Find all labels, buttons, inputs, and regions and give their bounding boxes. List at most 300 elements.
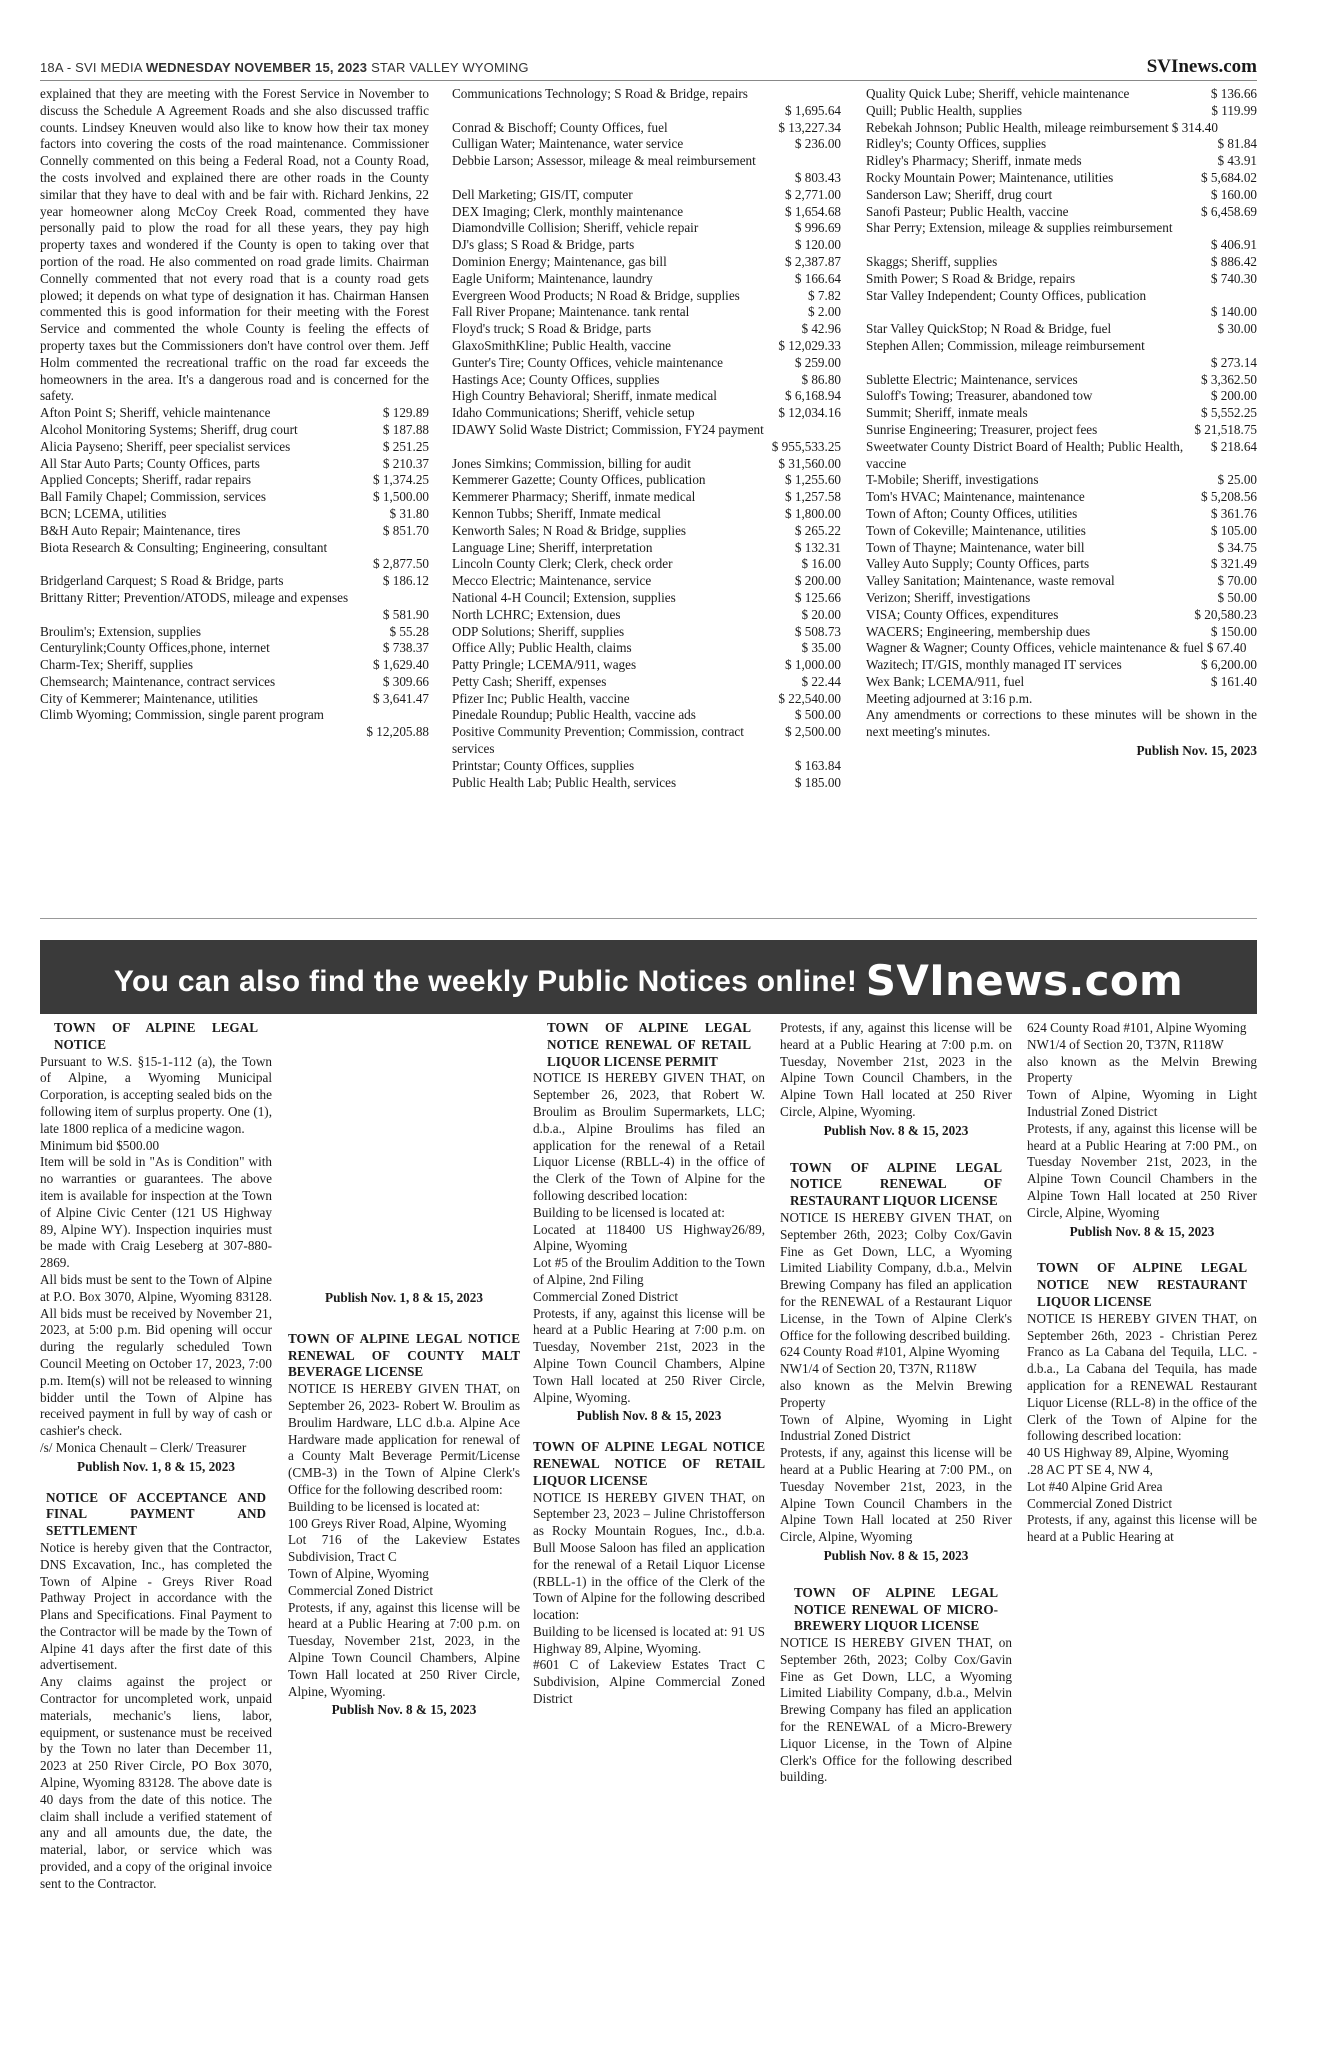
- claim-entry: [452, 338, 841, 355]
- claim-payee: Ridley's Pharmacy; Sheriff, inmate meds: [866, 153, 1082, 169]
- claim-amount: $ 120.00: [794, 237, 841, 253]
- publisher: SVI MEDIA: [75, 60, 142, 75]
- claim-amount: $ 406.91: [1210, 237, 1257, 253]
- notices-column-5: [1027, 1020, 1257, 1546]
- claim-entry: [40, 456, 429, 473]
- claim-amount: $ 166.64: [794, 270, 841, 286]
- claim-entry: [40, 674, 429, 691]
- notice-title: TOWN OF ALPINE LEGAL NOTICE: [54, 1020, 258, 1052]
- claim-amount: $ 3,641.47: [372, 690, 429, 706]
- claim-amount: $ 86.80: [801, 371, 841, 387]
- claim-amount: $ 125.66: [794, 589, 841, 605]
- claim-amount: $ 6,168.94: [784, 388, 841, 404]
- claim-amount: $ 42.96: [801, 321, 841, 337]
- claim-entry: [40, 422, 429, 439]
- claim-amount: $ 2,500.00: [784, 724, 841, 740]
- claim-payee: Rebekah Johnson; Public Health, mileage reimbursement $ 314.40: [866, 119, 1218, 135]
- claim-payee: Sweetwater County District Board of Health; Public Health, vaccine: [866, 438, 1184, 471]
- claim-payee: Bridgerland Carquest; S Road & Bridge, parts: [40, 573, 284, 589]
- claim-entry: [40, 405, 429, 422]
- claim-amount: $ 236.00: [794, 136, 841, 152]
- notice-paragraph: Pursuant to W.S. §15-1-112 (a), the Town of Alpine, a Wyoming Municipal Corporation, is accepting sealed bids on the following item of surplus property. One (1), late 1800 replica of a medicine wagon.: [40, 1053, 272, 1136]
- claim-amount: $ 1,257.58: [784, 489, 841, 505]
- claim-payee: Gunter's Tire; County Offices, vehicle maintenance: [452, 354, 723, 370]
- claim-entry: [40, 640, 429, 657]
- notice-paragraph: Protests, if any, against this license will be heard at a Public Hearing at 7:00 p.m. on Tuesday, November 21st, 2023 in the Alpine Town Council Chambers, in the Alpine Town Hall located at 250 River Circle, Alpine, Wyoming.: [780, 1020, 1012, 1119]
- meeting-adjourned: Meeting adjourned at 3:16 p.m.: [866, 690, 1033, 706]
- claim-entry: [452, 153, 841, 187]
- claim-payee: Pfizer Inc; Public Health, vaccine: [452, 690, 630, 706]
- claim-entry: [452, 254, 841, 271]
- claim-entry: [866, 103, 1257, 120]
- claim-payee: Star Valley QuickStop; N Road & Bridge, fuel: [866, 321, 1112, 337]
- claim-payee: Star Valley Independent; County Offices, publication: [866, 287, 1147, 303]
- notice-paragraph: Protests, if any, against this license will be heard at a Public Hearing at 7:00 PM., on Tuesday November 21st, 2023, in the Alpine Town Council Chambers in the Alpine Town Hall located at 250 River Circle, Alpine, Wyoming: [1027, 1120, 1257, 1220]
- claim-payee: Sublette Electric; Maintenance, services: [866, 371, 1078, 387]
- notice-paragraph: 624 County Road #101, Alpine Wyoming: [780, 1344, 1000, 1360]
- claim-payee: Printstar; County Offices, supplies: [452, 757, 635, 773]
- claim-payee: Verizon; Sheriff, investigations: [866, 589, 1031, 605]
- claim-payee: Broulim's; Extension, supplies: [40, 623, 201, 639]
- claim-amount: $ 129.89: [382, 405, 429, 421]
- claim-amount: $ 119.99: [1211, 102, 1257, 118]
- notice-paragraph: NOTICE IS HEREBY GIVEN THAT, on September 26, 2023, that Robert W. Broulim as Broulim Supermarkets, LLC; d.b.a., Alpine Broulims has filed an application for the renewal of a Retail Liquor License (RBLL-4) in the office of the Clerk of the Town of Alpine for the following described location:: [533, 1070, 765, 1203]
- claim-payee: Language Line; Sheriff, interpretation: [452, 539, 653, 555]
- claim-entry: [452, 590, 841, 607]
- claim-payee: All Star Auto Parts; County Offices, parts: [40, 455, 260, 471]
- claim-payee: Tom's HVAC; Maintenance, maintenance: [866, 489, 1085, 505]
- claim-entry: [452, 288, 841, 305]
- claim-payee: Town of Cokeville; Maintenance, utilities: [866, 522, 1086, 538]
- claim-amount: $ 13,227.34: [778, 119, 841, 135]
- claim-payee: Town of Afton; County Offices, utilities: [866, 505, 1078, 521]
- notice-paragraph: Building to be licensed is located at:: [533, 1204, 725, 1220]
- claim-payee: Pinedale Roundup; Public Health, vaccine ads: [452, 707, 696, 723]
- claim-amount: $ 31.80: [389, 505, 429, 521]
- claim-payee: North LCHRC; Extension, dues: [452, 606, 621, 622]
- claim-entry: [452, 523, 841, 540]
- notice-paragraph: also known as the Melvin Brewing Property: [780, 1377, 1012, 1410]
- claim-entry: [452, 674, 841, 691]
- claim-entry: [452, 724, 841, 758]
- claim-payee: VISA; County Offices, expenditures: [866, 606, 1059, 622]
- claim-payee: Rocky Mountain Power; Maintenance, utilities: [866, 169, 1114, 185]
- notice-publish-line: Publish Nov. 8 & 15, 2023: [1069, 1223, 1215, 1239]
- claim-entry: [40, 439, 429, 456]
- claim-amount: $ 140.00: [1210, 304, 1257, 320]
- claim-payee: Sanderson Law; Sheriff, drug court: [866, 186, 1053, 202]
- notice-paragraph: Lot #5 of the Broulim Addition to the Town of Alpine, 2nd Filing: [533, 1255, 765, 1287]
- claim-entry: [452, 388, 841, 405]
- claim-entry: [866, 422, 1257, 439]
- banner-message: You can also find the weekly Public Notices online!: [113, 965, 858, 998]
- claim-entry: [40, 489, 429, 506]
- notice-paragraph: Notice is hereby given that the Contractor, DNS Excavation, Inc., has completed the Town of Alpine - Greys River Road Pathway Project in accordance with the Plans and Specifications. Final Payment to the Contractor will be made by the Town of Alpine 41 days after the first date of this advertisement.: [40, 1539, 272, 1673]
- claim-entry: [866, 153, 1257, 170]
- claim-amount: $ 22.44: [801, 673, 841, 689]
- claim-payee: Fall River Propane; Maintenance. tank rental: [452, 304, 690, 320]
- notice-paragraph: Building to be licensed is located at:: [288, 1498, 480, 1514]
- notice-signature: /s/ Monica Chenault – Clerk/ Treasurer: [40, 1439, 247, 1455]
- claim-entry: [866, 489, 1257, 506]
- claim-amount: $ 886.42: [1210, 253, 1257, 269]
- claim-payee: Kemmerer Gazette; County Offices, publication: [452, 472, 706, 488]
- notice-paragraph: Protests, if any, against this license will be heard at a Public Hearing at 7:00 PM., on Tuesday November 21st, 2023, in the Alpine Town Council Chambers in the Alpine Town Hall located at 250 River Circle, Alpine, Wyoming: [780, 1445, 1012, 1545]
- claim-amount: $ 581.90: [382, 606, 429, 622]
- claim-entry: [452, 220, 841, 237]
- notice-publish-line: Publish Nov. 8 & 15, 2023: [823, 1122, 969, 1138]
- claim-payee: Summit; Sheriff, inmate meals: [866, 405, 1028, 421]
- section-divider: [40, 918, 1257, 919]
- claim-entry: [40, 540, 429, 574]
- claim-amount: $ 105.00: [1210, 522, 1257, 538]
- minutes-publish-line: Publish Nov. 15, 2023: [1136, 743, 1257, 759]
- claim-payee: Kemmerer Pharmacy; Sheriff, inmate medical: [452, 489, 696, 505]
- notice-title: TOWN OF ALPINE LEGAL NOTICE RENEWAL OF COUNTY MALT BEVERAGE LICENSE: [288, 1330, 520, 1380]
- claim-payee: Chemsearch; Maintenance, contract services: [40, 673, 276, 689]
- claim-entry: [866, 170, 1257, 187]
- notice-paragraph: Town of Alpine, Wyoming: [288, 1565, 429, 1581]
- claim-entry: [452, 624, 841, 641]
- claim-entry: [452, 136, 841, 153]
- notices-column-1: [40, 1020, 272, 1893]
- claim-payee: Patty Pringle; LCEMA/911, wages: [452, 657, 637, 673]
- claim-entry: [452, 707, 841, 724]
- claim-entry: [40, 523, 429, 540]
- claim-entry: [452, 120, 841, 137]
- public-notices-banner: [40, 940, 1257, 1014]
- claim-amount: $ 955,533.25: [771, 438, 841, 454]
- notice-publish-line: Publish Nov. 8 & 15, 2023: [823, 1547, 969, 1563]
- claim-entry: [866, 187, 1257, 204]
- notice-paragraph: .28 AC PT SE 4, NW 4,: [1027, 1461, 1153, 1477]
- claim-amount: $ 70.00: [1217, 573, 1257, 589]
- claim-entry: [452, 372, 841, 389]
- notice-paragraph: 100 Greys River Road, Alpine, Wyoming: [288, 1515, 507, 1531]
- notice-paragraph: NW1/4 of Section 20, T37N, R118W: [1027, 1036, 1224, 1052]
- claim-amount: $ 5,208.56: [1200, 489, 1257, 505]
- claim-payee: Communications Technology; S Road & Bridge, repairs: [452, 86, 748, 101]
- claim-payee: Applied Concepts; Sheriff, radar repairs: [40, 472, 252, 488]
- claim-amount: $ 259.00: [794, 354, 841, 370]
- claim-entry: [452, 422, 841, 456]
- notice-paragraph: NW1/4 of Section 20, T37N, R118W: [780, 1361, 977, 1377]
- claim-entry: [452, 321, 841, 338]
- claim-entry: [452, 472, 841, 489]
- claim-amount: $ 136.66: [1210, 86, 1257, 101]
- claim-payee: Quill; Public Health, supplies: [866, 102, 1023, 118]
- claim-amount: $ 3,362.50: [1200, 371, 1257, 387]
- claim-payee: High Country Behavioral; Sheriff, inmate medical: [452, 388, 717, 404]
- claim-entry: [452, 187, 841, 204]
- claim-payee: Valley Sanitation; Maintenance, waste removal: [866, 573, 1115, 589]
- claim-payee: Smith Power; S Road & Bridge, repairs: [866, 270, 1076, 286]
- claim-entry: [452, 657, 841, 674]
- claim-entry: [452, 540, 841, 557]
- notice-title: TOWN OF ALPINE LEGAL NOTICE RENEWAL NOTICE OF RETAIL LIQUOR LICENSE: [533, 1439, 765, 1488]
- claim-amount: $ 273.14: [1210, 354, 1257, 370]
- claim-amount: $ 20.00: [801, 606, 841, 622]
- claim-entry: [866, 136, 1257, 153]
- claim-amount: $ 25.00: [1217, 472, 1257, 488]
- header-left: 18A - SVI MEDIA WEDNESDAY NOVEMBER 15, 2023 STAR VALLEY WYOMING: [40, 60, 529, 75]
- claim-amount: $ 361.76: [1210, 505, 1257, 521]
- claim-amount: $ 187.88: [382, 421, 429, 437]
- claim-entry: [452, 607, 841, 624]
- notice-paragraph: Located at 118400 US Highway26/89, Alpine, Wyoming: [533, 1221, 765, 1254]
- claim-amount: $ 150.00: [1210, 623, 1257, 639]
- claim-payee: Wazitech; IT/GIS, monthly managed IT services: [866, 657, 1122, 673]
- claim-payee: Kennon Tubbs; Sheriff, Inmate medical: [452, 505, 661, 521]
- claims-list-3: [866, 86, 1257, 691]
- claim-amount: $ 12,205.88: [366, 724, 429, 740]
- claim-payee: Evergreen Wood Products; N Road & Bridge, supplies: [452, 287, 740, 303]
- claim-entry: [452, 304, 841, 321]
- claim-amount: $ 1,695.64: [784, 102, 841, 118]
- claim-amount: $ 12,029.33: [778, 337, 841, 353]
- claim-entry: [866, 640, 1257, 657]
- claim-entry: [866, 86, 1257, 103]
- claim-payee: Diamondville Collision; Sheriff, vehicle repair: [452, 220, 699, 236]
- claim-payee: Hastings Ace; County Offices, supplies: [452, 371, 660, 387]
- claim-entry: [866, 120, 1257, 137]
- claim-entry: [866, 405, 1257, 422]
- claim-amount: $ 5,552.25: [1200, 405, 1257, 421]
- claim-amount: $ 81.84: [1217, 136, 1257, 152]
- claim-amount: $ 34.75: [1217, 539, 1257, 555]
- claim-amount: $ 132.31: [794, 539, 841, 555]
- claim-payee: Jones Simkins; Commission, billing for audit: [452, 455, 691, 471]
- claim-amount: $ 1,000.00: [784, 657, 841, 673]
- location: STAR VALLEY WYOMING: [371, 60, 529, 75]
- page-number: 18A: [40, 60, 64, 75]
- claim-amount: $ 2,877.50: [372, 556, 429, 572]
- notice-paragraph: Commercial Zoned District: [288, 1582, 434, 1598]
- claim-entry: [452, 758, 841, 775]
- claim-entry: [866, 590, 1257, 607]
- claim-payee: Public Health Lab; Public Health, services: [452, 774, 677, 790]
- claim-amount: $ 210.37: [382, 455, 429, 471]
- claim-entry: [40, 506, 429, 523]
- claim-amount: $ 5,684.02: [1200, 169, 1257, 185]
- notice-title: TOWN OF ALPINE LEGAL NOTICE RENEWAL OF RESTAURANT LIQUOR LICENSE: [790, 1159, 1002, 1209]
- minutes-intro-text: explained that they are meeting with the Forest Service in November to discuss the Schedule A Agreement Roads and she also discussed traffic counts. Lindsey Kneuven would also like to know how their tax money factors into covering the costs of the road maintenance. Commissioner Connelly commented on this being a Federal Road, not a County Road, the costs involved and explained there are other roads in the County similar that they have to deal with and be fair with. Richard Jenkins, 22 year homeowner along McCoy Creek Road, commented they have personally paid to plow the road for all these years, they pay high property taxes and wondered if the County is open to taking over that portion of the road. He also commented on road grade limits. Chairman Connelly commented that not every road that is a county road gets plowed; it depends on what type of designation it has. Chairman Hansen commented this is good information for their meeting with the Forest Service and commented the whole County is feeling the effects of property taxes but the Commissioners don't have control over them. Jeff Holm commented the recreational traffic on the road far exceeds the homeowners in the area. It's a dangerous road and is concerned for the safety.: [40, 86, 429, 404]
- notice-paragraph: Town of Alpine, Wyoming in Light Industrial Zoned District: [780, 1411, 1012, 1444]
- notice-paragraph: Building to be licensed is located at: 91 US Highway 89, Alpine, Wyoming.: [533, 1623, 765, 1656]
- claim-payee: Mecco Electric; Maintenance, service: [452, 573, 652, 589]
- minutes-column-3: [866, 86, 1257, 760]
- claim-payee: Ridley's; County Offices, supplies: [866, 136, 1047, 152]
- claims-list-1: [40, 405, 429, 741]
- notice-paragraph: Protests, if any, against this license will be heard at a Public Hearing at 7:00 p.m. on Tuesday, November 21st, 2023, in the Alpine Town Council Chambers, Alpine Town Hall located at 250 River Circle, Alpine, Wyoming.: [288, 1599, 520, 1699]
- claim-payee: Idaho Communications; Sheriff, vehicle setup: [452, 405, 695, 421]
- claim-entry: [40, 691, 429, 708]
- claim-payee: Suloff's Towing; Treasurer, abandoned tow: [866, 388, 1093, 404]
- claim-entry: [866, 288, 1257, 322]
- claim-entry: [452, 691, 841, 708]
- claim-entry: [866, 506, 1257, 523]
- notice-title: NOTICE OF ACCEPTANCE AND FINAL PAYMENT AND SETTLEMENT: [46, 1489, 266, 1539]
- claim-amount: $ 738.37: [382, 640, 429, 656]
- notice-paragraph: Protests, if any, against this license will be heard at a Public Hearing at: [1027, 1512, 1257, 1545]
- notice-paragraph: NOTICE IS HEREBY GIVEN THAT, on September 26th, 2023; Colby Cox/Gavin Fine as Get Down, LLC, a Wyoming Limited Liability Company, d.b.a., Melvin Brewing Company has filed an application for the RENEWAL of a Micro-Brewery Liquor License, in the Town of Alpine Clerk's Office for the following described building.: [780, 1635, 1012, 1785]
- claim-payee: Shar Perry; Extension, mileage & supplies reimbursement: [866, 220, 1173, 236]
- claim-amount: $ 508.73: [794, 623, 841, 639]
- claim-payee: GlaxoSmithKline; Public Health, vaccine: [452, 337, 672, 353]
- claim-amount: $ 6,458.69: [1200, 203, 1257, 219]
- claim-amount: $ 803.43: [794, 169, 841, 185]
- claim-payee: Afton Point S; Sheriff, vehicle maintenance: [40, 405, 271, 421]
- claim-entry: [866, 220, 1257, 254]
- claim-entry: [866, 657, 1257, 674]
- claim-amount: $ 200.00: [794, 573, 841, 589]
- claim-payee: Climb Wyoming; Commission, single parent program: [40, 707, 324, 723]
- claim-entry: [452, 237, 841, 254]
- site-name[interactable]: SVInews.com: [1146, 56, 1257, 77]
- claim-amount: $ 186.12: [382, 573, 429, 589]
- amendments-note: Any amendments or corrections to these minutes will be shown in the next meeting's minutes.: [866, 707, 1257, 740]
- claim-payee: Skaggs; Sheriff, supplies: [866, 253, 998, 269]
- claim-payee: IDAWY Solid Waste District; Commission, FY24 payment: [452, 421, 764, 437]
- claim-payee: Charm-Tex; Sheriff, supplies: [40, 657, 194, 673]
- claim-amount: $ 50.00: [1217, 589, 1257, 605]
- claim-payee: Wagner & Wagner; County Offices, vehicle maintenance & fuel $ 67.40: [866, 640, 1247, 656]
- claim-payee: Alcohol Monitoring Systems; Sheriff, drug court: [40, 421, 298, 437]
- claim-entry: [40, 590, 429, 624]
- notice-paragraph: NOTICE IS HEREBY GIVEN THAT, on September 26, 2023- Robert W. Broulim as Broulim Hardware, LLC d.b.a. Alpine Ace Hardware made application for renewal of a County Malt Beverage Permit/License (CMB-3) in the Town of Alpine Clerk's Office for the following described room:: [288, 1381, 520, 1497]
- claim-payee: Stephen Allen; Commission, mileage reimbursement: [866, 337, 1145, 353]
- claim-amount: $ 1,800.00: [784, 505, 841, 521]
- notice-publish-line: Publish Nov. 1, 8 & 15, 2023: [325, 1290, 483, 1305]
- minutes-column-2: [452, 86, 841, 791]
- notice-title: TOWN OF ALPINE LEGAL NOTICE RENEWAL OF MICRO-BREWERY LIQUOR LICENSE: [794, 1584, 998, 1634]
- notice-paragraph: NOTICE IS HEREBY GIVEN THAT, on September 23, 2023 – Juline Christofferson as Rocky Mountain Rogues, Inc., d.b.a. Bull Moose Saloon has filed an application for the renewal of a Retail Liquor License (RBLL-1) in the office of the Clerk of the Town of Alpine for the following described location:: [533, 1489, 765, 1623]
- notices-column-4: [780, 1020, 1012, 1785]
- notice-paragraph: #601 C of Lakeview Estates Tract C Subdivision, Alpine Commercial Zoned District: [533, 1657, 765, 1707]
- claim-payee: B&H Auto Repair; Maintenance, tires: [40, 522, 241, 538]
- claim-amount: $ 7.82: [808, 287, 841, 303]
- claim-payee: Petty Cash; Sheriff, expenses: [452, 673, 607, 689]
- claim-amount: $ 16.00: [801, 556, 841, 572]
- claim-payee: Kenworth Sales; N Road & Bridge, supplies: [452, 522, 687, 538]
- banner-site-link[interactable]: SVInews.com: [865, 956, 1184, 1005]
- notice-paragraph: Minimum bid $500.00: [40, 1137, 160, 1153]
- notices-column-2: [288, 1020, 520, 1719]
- notice-paragraph: NOTICE IS HEREBY GIVEN THAT, on September 26th, 2023; Colby Cox/Gavin Fine as Get Down, LLC, a Wyoming Limited Liability Company, d.b.a., Melvin Brewing Company has filed an application for the RENEWAL of a Restaurant Liquor License, in the Town of Alpine Clerk's Office for the following described building.: [780, 1209, 1012, 1343]
- claim-payee: Floyd's truck; S Road & Bridge, parts: [452, 321, 652, 337]
- claim-amount: $ 265.22: [794, 522, 841, 538]
- claim-amount: $ 12,034.16: [778, 405, 841, 421]
- claim-amount: $ 321.49: [1210, 556, 1257, 572]
- claim-entry: [866, 372, 1257, 389]
- notice-paragraph: Lot #40 Alpine Grid Area: [1027, 1478, 1163, 1494]
- claim-amount: $ 1,654.68: [784, 203, 841, 219]
- claim-payee: WACERS; Engineering, membership dues: [866, 623, 1091, 639]
- claim-entry: [40, 472, 429, 489]
- notice-paragraph: Commercial Zoned District: [1027, 1495, 1173, 1511]
- claims-list-2: [452, 86, 841, 791]
- notice-title: TOWN OF ALPINE LEGAL NOTICE NEW RESTAURANT LIQUOR LICENSE: [1037, 1260, 1247, 1309]
- claim-entry: [866, 388, 1257, 405]
- claim-entry: [452, 640, 841, 657]
- banner-text: [40, 956, 1257, 1005]
- claim-payee: Sanofi Pasteur; Public Health, vaccine: [866, 203, 1069, 219]
- claim-amount: $ 218.64: [1210, 438, 1257, 454]
- claim-entry: [40, 707, 429, 741]
- notice-paragraph: Lot 716 of the Lakeview Estates Subdivision, Tract C: [288, 1532, 520, 1565]
- claim-amount: $ 2,771.00: [784, 186, 841, 202]
- claim-amount: $ 160.00: [1210, 186, 1257, 202]
- issue-date: WEDNESDAY NOVEMBER 15, 2023: [145, 60, 368, 75]
- claim-amount: $ 2,387.87: [784, 253, 841, 269]
- claim-amount: $ 163.84: [794, 757, 841, 773]
- notice-publish-line: Publish Nov. 8 & 15, 2023: [576, 1408, 722, 1424]
- claim-amount: $ 43.91: [1217, 153, 1257, 169]
- notice-paragraph: 624 County Road #101, Alpine Wyoming: [1027, 1020, 1247, 1035]
- minutes-column-1: [40, 86, 429, 741]
- claim-entry: [452, 489, 841, 506]
- claim-payee: DJ's glass; S Road & Bridge, parts: [452, 237, 635, 253]
- claim-amount: $ 185.00: [794, 774, 841, 790]
- notice-paragraph: Commercial Zoned District: [533, 1288, 679, 1304]
- claim-payee: Lincoln County Clerk; Clerk, check order: [452, 556, 673, 572]
- claim-amount: $ 55.28: [389, 623, 429, 639]
- claim-entry: [866, 472, 1257, 489]
- page-header: [40, 56, 1257, 81]
- claim-amount: $ 35.00: [801, 640, 841, 656]
- claim-entry: [866, 674, 1257, 691]
- claim-payee: Culligan Water; Maintenance, water service: [452, 136, 684, 152]
- claim-entry: [452, 775, 841, 792]
- claim-amount: $ 740.30: [1210, 270, 1257, 286]
- claim-entry: [452, 271, 841, 288]
- claim-amount: $ 161.40: [1210, 673, 1257, 689]
- claim-entry: [866, 624, 1257, 641]
- notices-column-3: [533, 1020, 765, 1708]
- notice-title: TOWN OF ALPINE LEGAL NOTICE RENEWAL OF RETAIL LIQUOR LICENSE PERMIT: [547, 1020, 751, 1069]
- claim-payee: T-Mobile; Sheriff, investigations: [866, 472, 1039, 488]
- claim-entry: [866, 523, 1257, 540]
- claim-entry: [40, 657, 429, 674]
- claim-amount: $ 31,560.00: [778, 455, 841, 471]
- claim-payee: BCN; LCEMA, utilities: [40, 505, 167, 521]
- claim-entry: [866, 254, 1257, 271]
- claim-entry: [866, 321, 1257, 338]
- claim-entry: [452, 573, 841, 590]
- claim-payee: Alicia Payseno; Sheriff, peer specialist services: [40, 438, 291, 454]
- claim-entry: [866, 338, 1257, 372]
- notice-publish-line: Publish Nov. 8 & 15, 2023: [331, 1702, 477, 1718]
- notice-paragraph: Any claims against the project or Contractor for uncompleted work, unpaid materials, mechanic's liens, labor, equipment, or sustenance must be received by the Town no later than December 11, 2023 at 250 River Circle, PO Box 3070, Alpine, Wyoming 83128. The above date is 40 days from the date of this notice. The claim shall include a verified statement of any and all amounts due, the date, the material, labor, or service which was provided, and a copy of the original invoice sent to the Contractor.: [40, 1674, 272, 1891]
- claim-payee: Town of Thayne; Maintenance, water bill: [866, 539, 1085, 555]
- claim-payee: Biota Research & Consulting; Engineering, consultant: [40, 539, 328, 555]
- claim-amount: $ 500.00: [794, 707, 841, 723]
- claim-payee: Quality Quick Lube; Sheriff, vehicle maintenance: [866, 86, 1130, 101]
- claim-entry: [866, 204, 1257, 221]
- claim-payee: National 4-H Council; Extension, supplies: [452, 589, 676, 605]
- notice-paragraph: Town of Alpine, Wyoming in Light Industrial Zoned District: [1027, 1087, 1257, 1119]
- claim-payee: Office Ally; Public Health, claims: [452, 640, 632, 656]
- notice-paragraph: 40 US Highway 89, Alpine, Wyoming: [1027, 1445, 1229, 1461]
- claim-amount: $ 851.70: [382, 522, 429, 538]
- claim-entry: [866, 439, 1257, 473]
- claim-amount: $ 21,518.75: [1194, 421, 1257, 437]
- claim-amount: $ 1,255.60: [784, 472, 841, 488]
- claim-amount: $ 2.00: [808, 304, 841, 320]
- claim-amount: $ 309.66: [382, 673, 429, 689]
- claim-amount: $ 251.25: [382, 438, 429, 454]
- claim-amount: $ 200.00: [1210, 388, 1257, 404]
